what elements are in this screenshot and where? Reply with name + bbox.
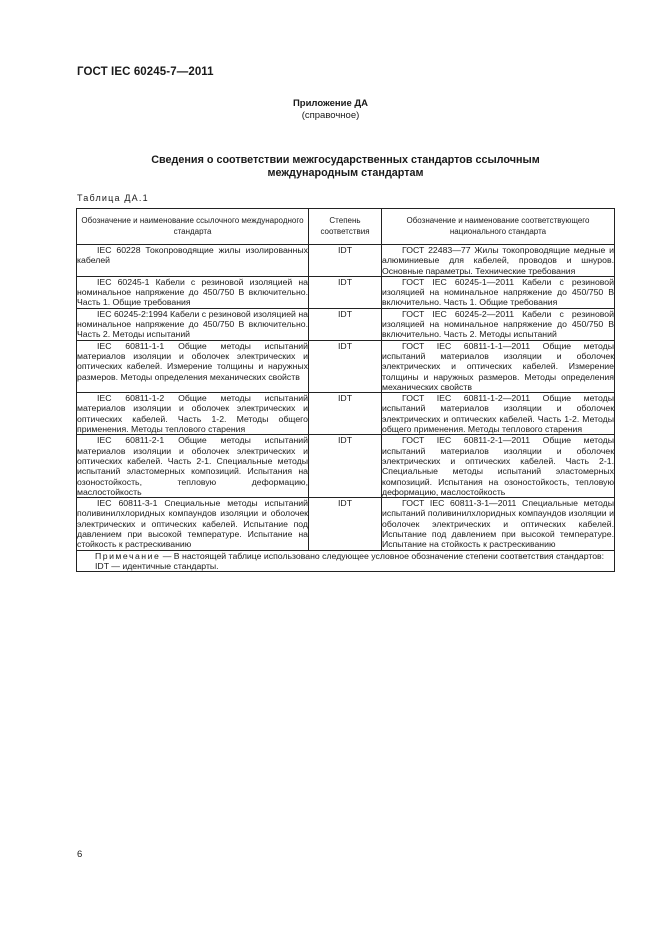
section-title-line-2: международным стандартам [267,167,424,179]
intl-standard-cell: IEC 60811-1-2 Общие методы испытаний материалов изоляции и оболочек электрических и оптических кабелей. Часть 1-2. Методы общего применения. Методы теплового старения [77,393,308,435]
appendix-title: Приложение ДА [292,98,369,109]
national-standard-cell: ГОСТ IEC 60811-1-1—2011 Общие методы испытаний материалов изоляции и оболочек электрических и оптических кабелей. Измерение толщины и наружных размеров. Методы определения механических свойств [382,340,614,392]
table-row [77,308,615,340]
national-standard-cell: ГОСТ 22483—77 Жилы токопроводящие медные и алюминиевые для кабелей, проводов и шнуров. Основные параметры. Технические требования [382,245,614,276]
intl-standard-cell: IEC 60245-2:1994 Кабели с резиновой изоляцией на номинальное напряжение до 450/750 В включительно. Часть 2. Методы испытаний [77,308,308,340]
table-row [77,435,615,498]
table-note-row [77,550,615,572]
page-number: 6 [77,849,83,860]
table-header-row [77,209,615,245]
table-note [77,550,615,572]
degree-cell: IDT [309,276,382,308]
degree-cell: IDT [309,308,382,340]
header-degree: Степень соответствия [309,209,382,245]
note-body [77,551,614,561]
note-text: — В настоящей таблице использовано следующее условное обозначение степени соответствия стандартов: [160,550,605,561]
national-standard-cell: ГОСТ IEC 60245-1—2011 Кабели с резиновой изоляцией на номинальное напряжение до 450/750 В включительно. Часть 1. Общие требования [382,276,614,308]
correspondence-table [76,208,615,572]
table-row [77,276,615,308]
document-code: ГОСТ IEC 60245-7—2011 [77,66,214,78]
header-national-standard: Обозначение и наименование соответствующего национального стандарта [382,209,615,245]
appendix-subtitle: (справочное) [301,110,360,121]
national-standard-cell: ГОСТ IEC 60245-2—2011 Кабели с резиновой изоляцией на номинальное напряжение до 450/750 В включительно. Часть 2. Методы испытаний [382,308,614,340]
table-row [77,393,615,435]
appendix-heading [0,98,661,122]
intl-standard-cell: IEC 60811-2-1 Общие методы испытаний материалов изоляции и оболочек электрических и оптических кабелей. Часть 2-1. Специальные методы испытаний эластомерных композиций. Испытания на озоностойкость, тепловую деформацию, маслостойкость [77,435,308,497]
national-standard-cell: ГОСТ IEC 60811-2-1—2011 Общие методы испытаний материалов изоляции и оболочек электрических и оптических кабелей. Часть 2-1. Специальные методы испытаний эластомерных композиций. Испытания на озоностойкость, тепловую деформацию, маслостойкость [382,435,614,497]
header-international-standard: Обозначение и наименование ссылочного международного стандарта [77,209,309,245]
intl-standard-cell: IEC 60811-3-1 Специальные методы испытаний поливинилхлоридных компаундов изоляции и оболочек электрических и оптических кабелей. Испытание под давлением при высокой температуре. Испытание на стойкость к растрескиванию [77,498,308,550]
table-row [77,245,615,277]
intl-standard-cell: IEC 60245-1 Кабели с резиновой изоляцией на номинальное напряжение до 450/750 В включительно. Часть 1. Общие требования [77,276,308,308]
table-row [77,498,615,550]
degree-cell: IDT [309,340,382,392]
degree-cell: IDT [309,435,382,498]
note-label: Примечание [95,550,161,561]
table-row [77,340,615,392]
national-standard-cell: ГОСТ IEC 60811-3-1—2011 Специальные методы испытаний поливинилхлоридных компаундов изоляции и оболочек электрических и оптических кабелей. Испытание под давлением при высокой температуре. Испытание на стойкость к растрескиванию [382,498,614,550]
degree-cell: IDT [309,393,382,435]
intl-standard-cell: IEC 60811-1-1 Общие методы испытаний материалов изоляции и оболочек электрических и оптических кабелей. Измерение толщины и наружных размеров. Методы определения механических свойств [77,340,309,392]
degree-cell: IDT [309,498,382,550]
section-title [77,154,614,180]
table-label: Таблица ДА.1 [77,193,149,203]
national-standard-cell: ГОСТ IEC 60811-1-2—2011 Общие методы испытаний материалов изоляции и оболочек электрических и оптических кабелей. Часть 1-2. Методы общего применения. Методы теплового старения [382,393,614,435]
degree-cell: IDT [309,245,382,277]
note-definition: IDT — идентичные стандарты. [95,560,219,571]
section-title-line-1: Сведения о соответствии межгосударственных стандартов ссылочным [151,154,540,166]
intl-standard-cell: IEC 60228 Токопроводящие жилы изолированных кабелей [77,245,309,277]
